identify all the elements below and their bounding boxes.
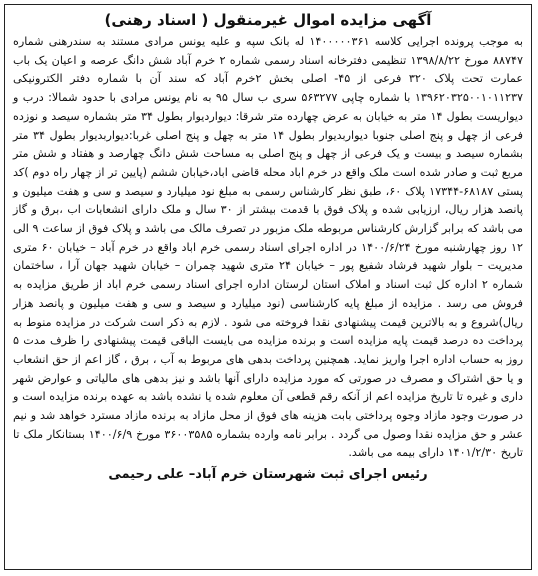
notice-signature: رئیس اجرای ثبت شهرستان خرم آباد– علی رحیمی — [108, 467, 428, 483]
notice-body: به موجب پرونده اجرایی کلاسه ۱۴۰۰۰۰۰۳۶۱ له بانک سپه و علیه یونس مرادی مستند به سندرهنی شماره ۸۸۷۴۷ مورخ ۱۳۹۸/۸/۲۲ تنظیمی دفترخانه اسناد رسمی شماره ۲ خرم آباد شش دانگ عرصه و اعیان یک باب عمارت تحت پلاک ۳۲۰ فرعی از ۴۵- اصلی بخش ۲خرم آباد که سند آن با شماره دفتر الکترونیکی ۱۳۹۶۲۰۳۲۵۰۰۱۰۱۱۲۳۷ با شماره چاپی ۵۶۳۲۷۷ سری ب سال ۹۵ به نام یونس مرادی با حدود شمالا: درب و دیواریست بطول ۱۴ متر به خیابان به عرض چهارده متر شرقا: دیواردیوار بطول ۳۴ متر بشماره سیصد و نوزده فرعی از چهل و پنج اصلی جنوبا دیواربدیوار بطول ۱۴ متر به چهل و پنج اصلی غربا:دیواربدیوار بطول ۳۴ متر بشماره سیصد و بیست و یک فرعی از چهل و پنج اصلی به مساحت شش دانگ چهارصد و هفتاد و شش متر مربع ثبت و صادر شده است ملک واقع در خرم اباد محله قاضی اباد،خیابان ششم (پایین تر از چهار راه دوم )کد پستی ۶۸۱۸۷-۱۷۳۴۴ پلاک ۶۰، طبق نظر کارشناس رسمی به مبلغ نود میلیارد و سیصد و سی و هفت میلیون و پانصد هزار ریال، ارزیابی شده و پلاک فوق با قدمت بیشتر از ۳۰ سال و ملک دارای انشعابات اب ،برق و گاز می باشد که برابر گزارش کارشناس مربوطه ملک مزبور در تصرف مالک می باشد و پلاک فوق از ساعت ۹ الی ۱۲ روز چهارشنبه مورخ ۱۴۰۰/۶/۲۴ در اداره اجرای اسناد رسمی خرم اباد واقع در خرم آباد – خیابان ۶۰ متری مدیریت – بلوار شهید فرشاد شفیع پور – خیابان ۲۴ متری شهید چمران – خیابان شهید جهان آرا ، ساختمان شماره ۲ اداره کل ثبت اسناد و املاک استان لرستان اداره اجرای اسناد رسمی خرم اباد از طریق مزایده به فروش می رسد . مزایده از مبلغ پایه کارشناسی (نود میلیارد و سیصد و سی و هفت میلیون و پانصد هزار ریال)شروع و به بالاترین قیمت پیشنهادی نقدا فروخته می شود . لازم به ذکر است شرکت در مزایده منوط به پرداخت ده درصد قیمت پایه مزایده است و برنده مزایده می بایست الباقی قیمت پیشنهادی را ظرف مدت ۵ روز به حساب اداره اجرا واریز نماید. همچنین پرداخت بدهی های مربوط به آب ، برق ، گاز اعم از حق انشعاب و یا حق اشتراک و مصرف در صورتی که مورد مزایده دارای آنها باشد و نیز بدهی های مالیاتی و عوارض شهر داری و غیره تا تاریخ مزایده اعم از آنکه رقم قطعی آن معلوم شده یا نشده باشد به عهده برنده مزایده است و در صورت وجود مازاد وجوه پرداختی بابت هزینه های فوق از محل مازاد به برنده مازاد مسترد خواهد شد و نیم عشر و حق مزایده نقدا وصول می گردد . برابر نامه وارده بشماره ۳۶۰۰۳۵۸۵ مورخ ۱۴۰۰/۶/۹ بستانکار ملک تا تاریخ ۱۴۰۱/۲/۳۰ دارای بیمه می باشد. — [13, 35, 524, 460]
notice-title: آگهی مزایده اموال غیرمنقول ( اسناد رهنی) — [104, 11, 432, 29]
auction-notice — [4, 4, 532, 570]
